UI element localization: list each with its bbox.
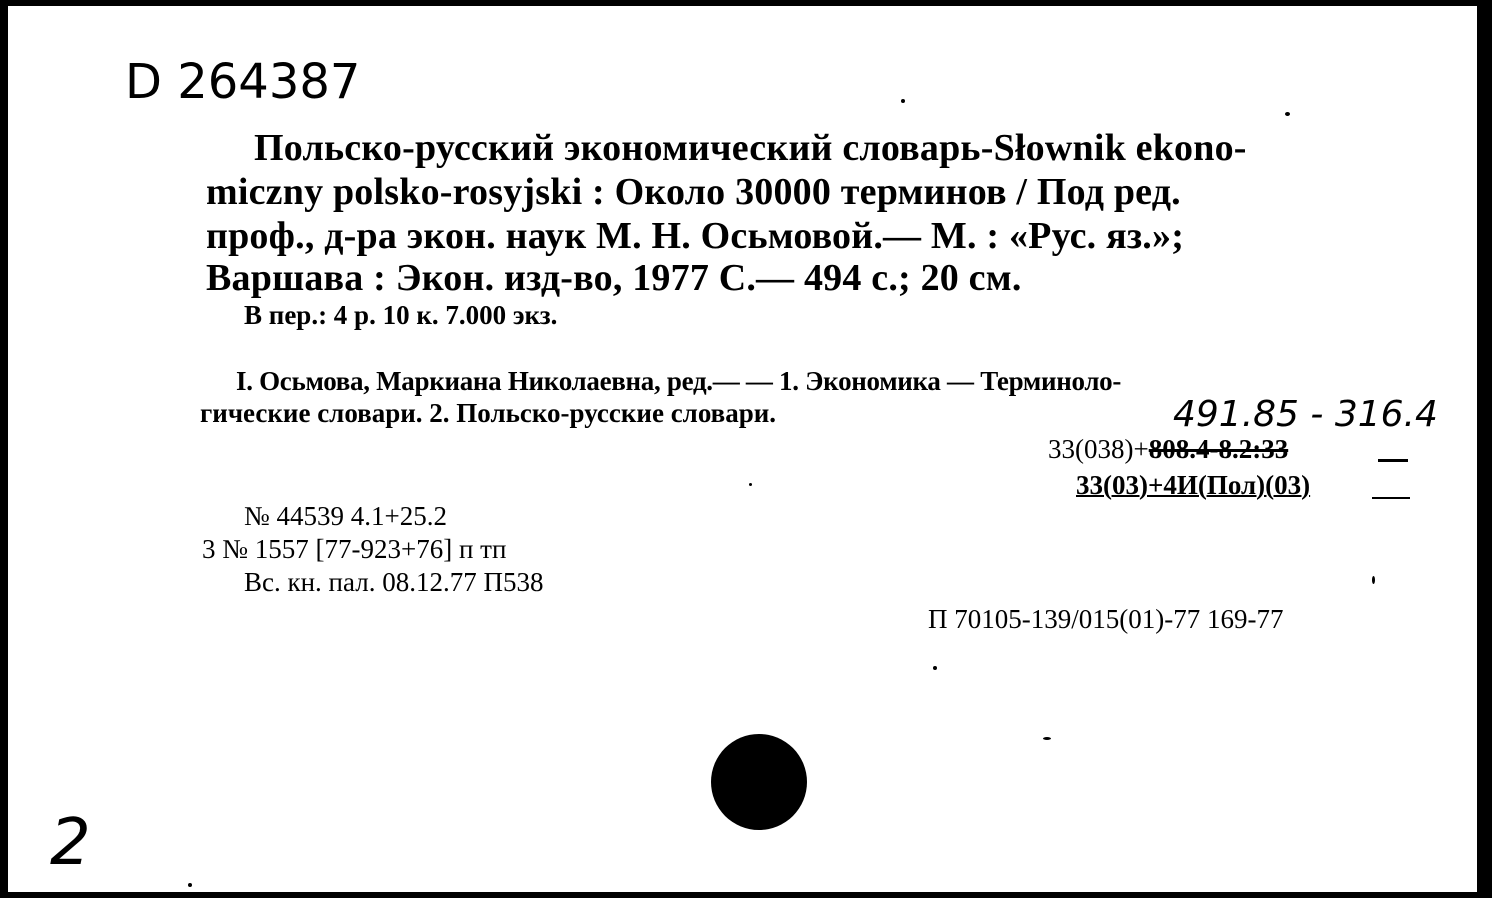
udc-code-2: 33(03)+4И(Пол)(03) bbox=[1076, 470, 1311, 500]
speck bbox=[901, 99, 905, 103]
entry-line-3: проф., д-ра экон. наук М. Н. Осьмовой.— М. : «Рус. яз.»; bbox=[206, 215, 1185, 257]
entry-line-1: Польско-русский экономический словарь-Słownik ekono- bbox=[254, 127, 1247, 169]
udc-line-2 bbox=[1076, 470, 1310, 501]
speck bbox=[1043, 737, 1051, 740]
speck bbox=[188, 883, 192, 887]
record-number-2: 3 № 1557 [77-923+76] п тп bbox=[202, 534, 507, 564]
handwritten-mark: 2 bbox=[50, 806, 91, 880]
speck bbox=[749, 483, 752, 486]
record-number-1: № 44539 4.1+25.2 bbox=[244, 501, 447, 531]
record-number-3: Вс. кн. пал. 08.12.77 П538 bbox=[244, 567, 544, 597]
tracing-line-2: гические словари. 2. Польско-русские словари. bbox=[200, 398, 777, 428]
price-line: В пер.: 4 р. 10 к. 7.000 экз. bbox=[244, 300, 558, 330]
udc-line-1 bbox=[1048, 434, 1288, 465]
speck bbox=[933, 666, 937, 670]
underline-rule bbox=[1372, 497, 1410, 499]
punch-hole bbox=[711, 734, 807, 830]
speck bbox=[1285, 112, 1290, 116]
udc-struck-code: 808.4-8.2:33 bbox=[1148, 434, 1289, 464]
entry-line-4: Варшава : Экон. изд-во, 1977 С.— 494 с.; 20 см. bbox=[206, 257, 1022, 299]
publisher-code: П 70105-139/015(01)-77 169-77 bbox=[928, 604, 1284, 634]
catalog-card bbox=[8, 6, 1477, 892]
underline-rule-2 bbox=[1378, 459, 1408, 462]
udc-prefix: 33(038)+ bbox=[1048, 434, 1149, 464]
entry-line-2: miczny polsko-rosyjski : Около 30000 терминов / Под ред. bbox=[206, 171, 1181, 213]
call-number: D 264387 bbox=[125, 54, 361, 110]
handwritten-classification: 491.85 - 316.4 bbox=[1173, 394, 1438, 435]
tracing-line-1: I. Осьмова, Маркиана Николаевна, ред.— — 1. Экономика — Терминоло- bbox=[236, 366, 1122, 396]
speck bbox=[1372, 576, 1375, 584]
